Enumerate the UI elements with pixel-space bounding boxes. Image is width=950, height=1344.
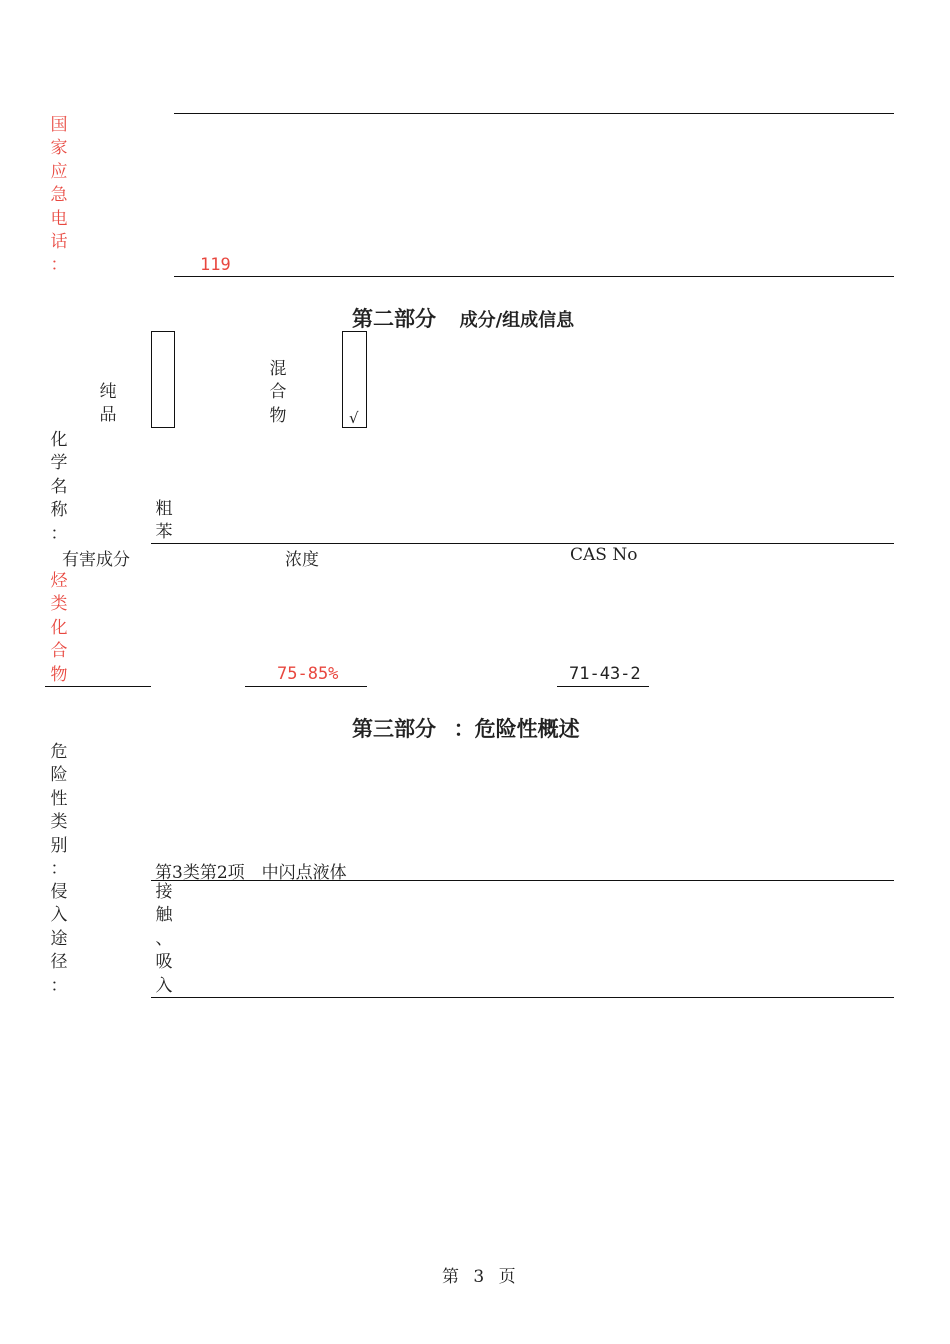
page-prefix: 第 [442, 1267, 459, 1287]
exposure-route-label [48, 881, 70, 998]
page-number: 3 [473, 1267, 485, 1287]
vertical-char: 合 [269, 382, 287, 403]
vertical-char: 应 [50, 161, 68, 182]
vertical-char: 物 [269, 405, 287, 426]
vertical-char: 国 [50, 115, 68, 135]
exposure-route-value [153, 881, 175, 998]
pure-label [97, 381, 119, 428]
section2-title: 第二部分 [352, 307, 436, 331]
hazard-class-value: 第3类第2项 中闪点液体 [155, 863, 347, 883]
vertical-char: 吸 [155, 952, 173, 973]
col-header-cas-no: CAS No [570, 545, 638, 565]
component-concentration: 75-85% [277, 664, 339, 684]
vertical-char: 混 [269, 359, 287, 379]
component-name [48, 570, 70, 687]
vertical-char: 、 [155, 928, 173, 949]
section3-heading [352, 713, 580, 743]
section3-subtitle: ：危险性概述 [453, 717, 580, 741]
vertical-char: 合 [50, 641, 68, 662]
hazard-class-label [48, 741, 70, 881]
exposure-route-rule [151, 997, 894, 998]
vertical-char: ： [50, 859, 68, 880]
vertical-char: 化 [50, 430, 68, 450]
vertical-char: 名 [50, 476, 68, 497]
vertical-char: 径 [50, 952, 68, 973]
emergency-phone-value: 119 [200, 255, 231, 275]
vertical-char: 学 [50, 453, 68, 474]
chemical-name-rule [151, 543, 894, 544]
section2-subtitle: 成分/组成信息 [459, 310, 575, 331]
vertical-char: 性 [50, 788, 68, 809]
emergency-phone-rule [174, 276, 894, 277]
vertical-char: 类 [50, 812, 68, 833]
col-header-concentration: 浓度 [285, 550, 319, 570]
vertical-char: 物 [50, 664, 68, 685]
vertical-char: 粗 [155, 499, 173, 519]
component-rule-3 [557, 686, 649, 687]
vertical-char: 侵 [50, 882, 68, 902]
vertical-char: 苯 [155, 522, 173, 543]
component-cas-number: 71-43-2 [569, 664, 641, 684]
mixture-checkbox[interactable] [342, 331, 367, 428]
vertical-char: 险 [50, 765, 68, 786]
section3-title: 第三部分 [352, 717, 436, 741]
page-footer [442, 1262, 516, 1287]
vertical-char: 电 [50, 208, 68, 229]
mixture-label [267, 358, 289, 428]
hazard-class-rule [151, 880, 894, 881]
top-rule [174, 113, 894, 114]
vertical-char: 品 [99, 405, 117, 426]
vertical-char: 话 [50, 232, 68, 253]
vertical-char: 途 [50, 928, 68, 949]
vertical-char: 危 [50, 742, 68, 762]
vertical-char: 入 [50, 905, 68, 926]
vertical-char: 触 [155, 905, 173, 926]
vertical-char: 类 [50, 594, 68, 615]
vertical-char: 入 [155, 975, 173, 996]
vertical-char: 别 [50, 835, 68, 856]
vertical-char: ： [50, 975, 68, 996]
vertical-char: ： [50, 523, 68, 544]
mixture-check-mark: √ [349, 409, 359, 427]
component-rule-1 [45, 686, 151, 687]
vertical-char: 化 [50, 617, 68, 638]
section2-heading [352, 303, 574, 333]
vertical-char: 家 [50, 138, 68, 159]
emergency-phone-label [48, 114, 70, 278]
pure-checkbox[interactable] [151, 331, 175, 428]
chemical-name-label [48, 429, 70, 546]
vertical-char: 称 [50, 500, 68, 521]
vertical-char: ： [50, 255, 68, 276]
vertical-char: 烃 [50, 571, 68, 591]
chemical-name-value [153, 498, 175, 545]
vertical-char: 急 [50, 185, 68, 206]
vertical-char: 纯 [99, 382, 117, 402]
page-suffix: 页 [498, 1267, 516, 1287]
col-header-harmful-component: 有害成分 [62, 550, 130, 570]
component-rule-2 [245, 686, 367, 687]
vertical-char: 接 [155, 882, 173, 902]
